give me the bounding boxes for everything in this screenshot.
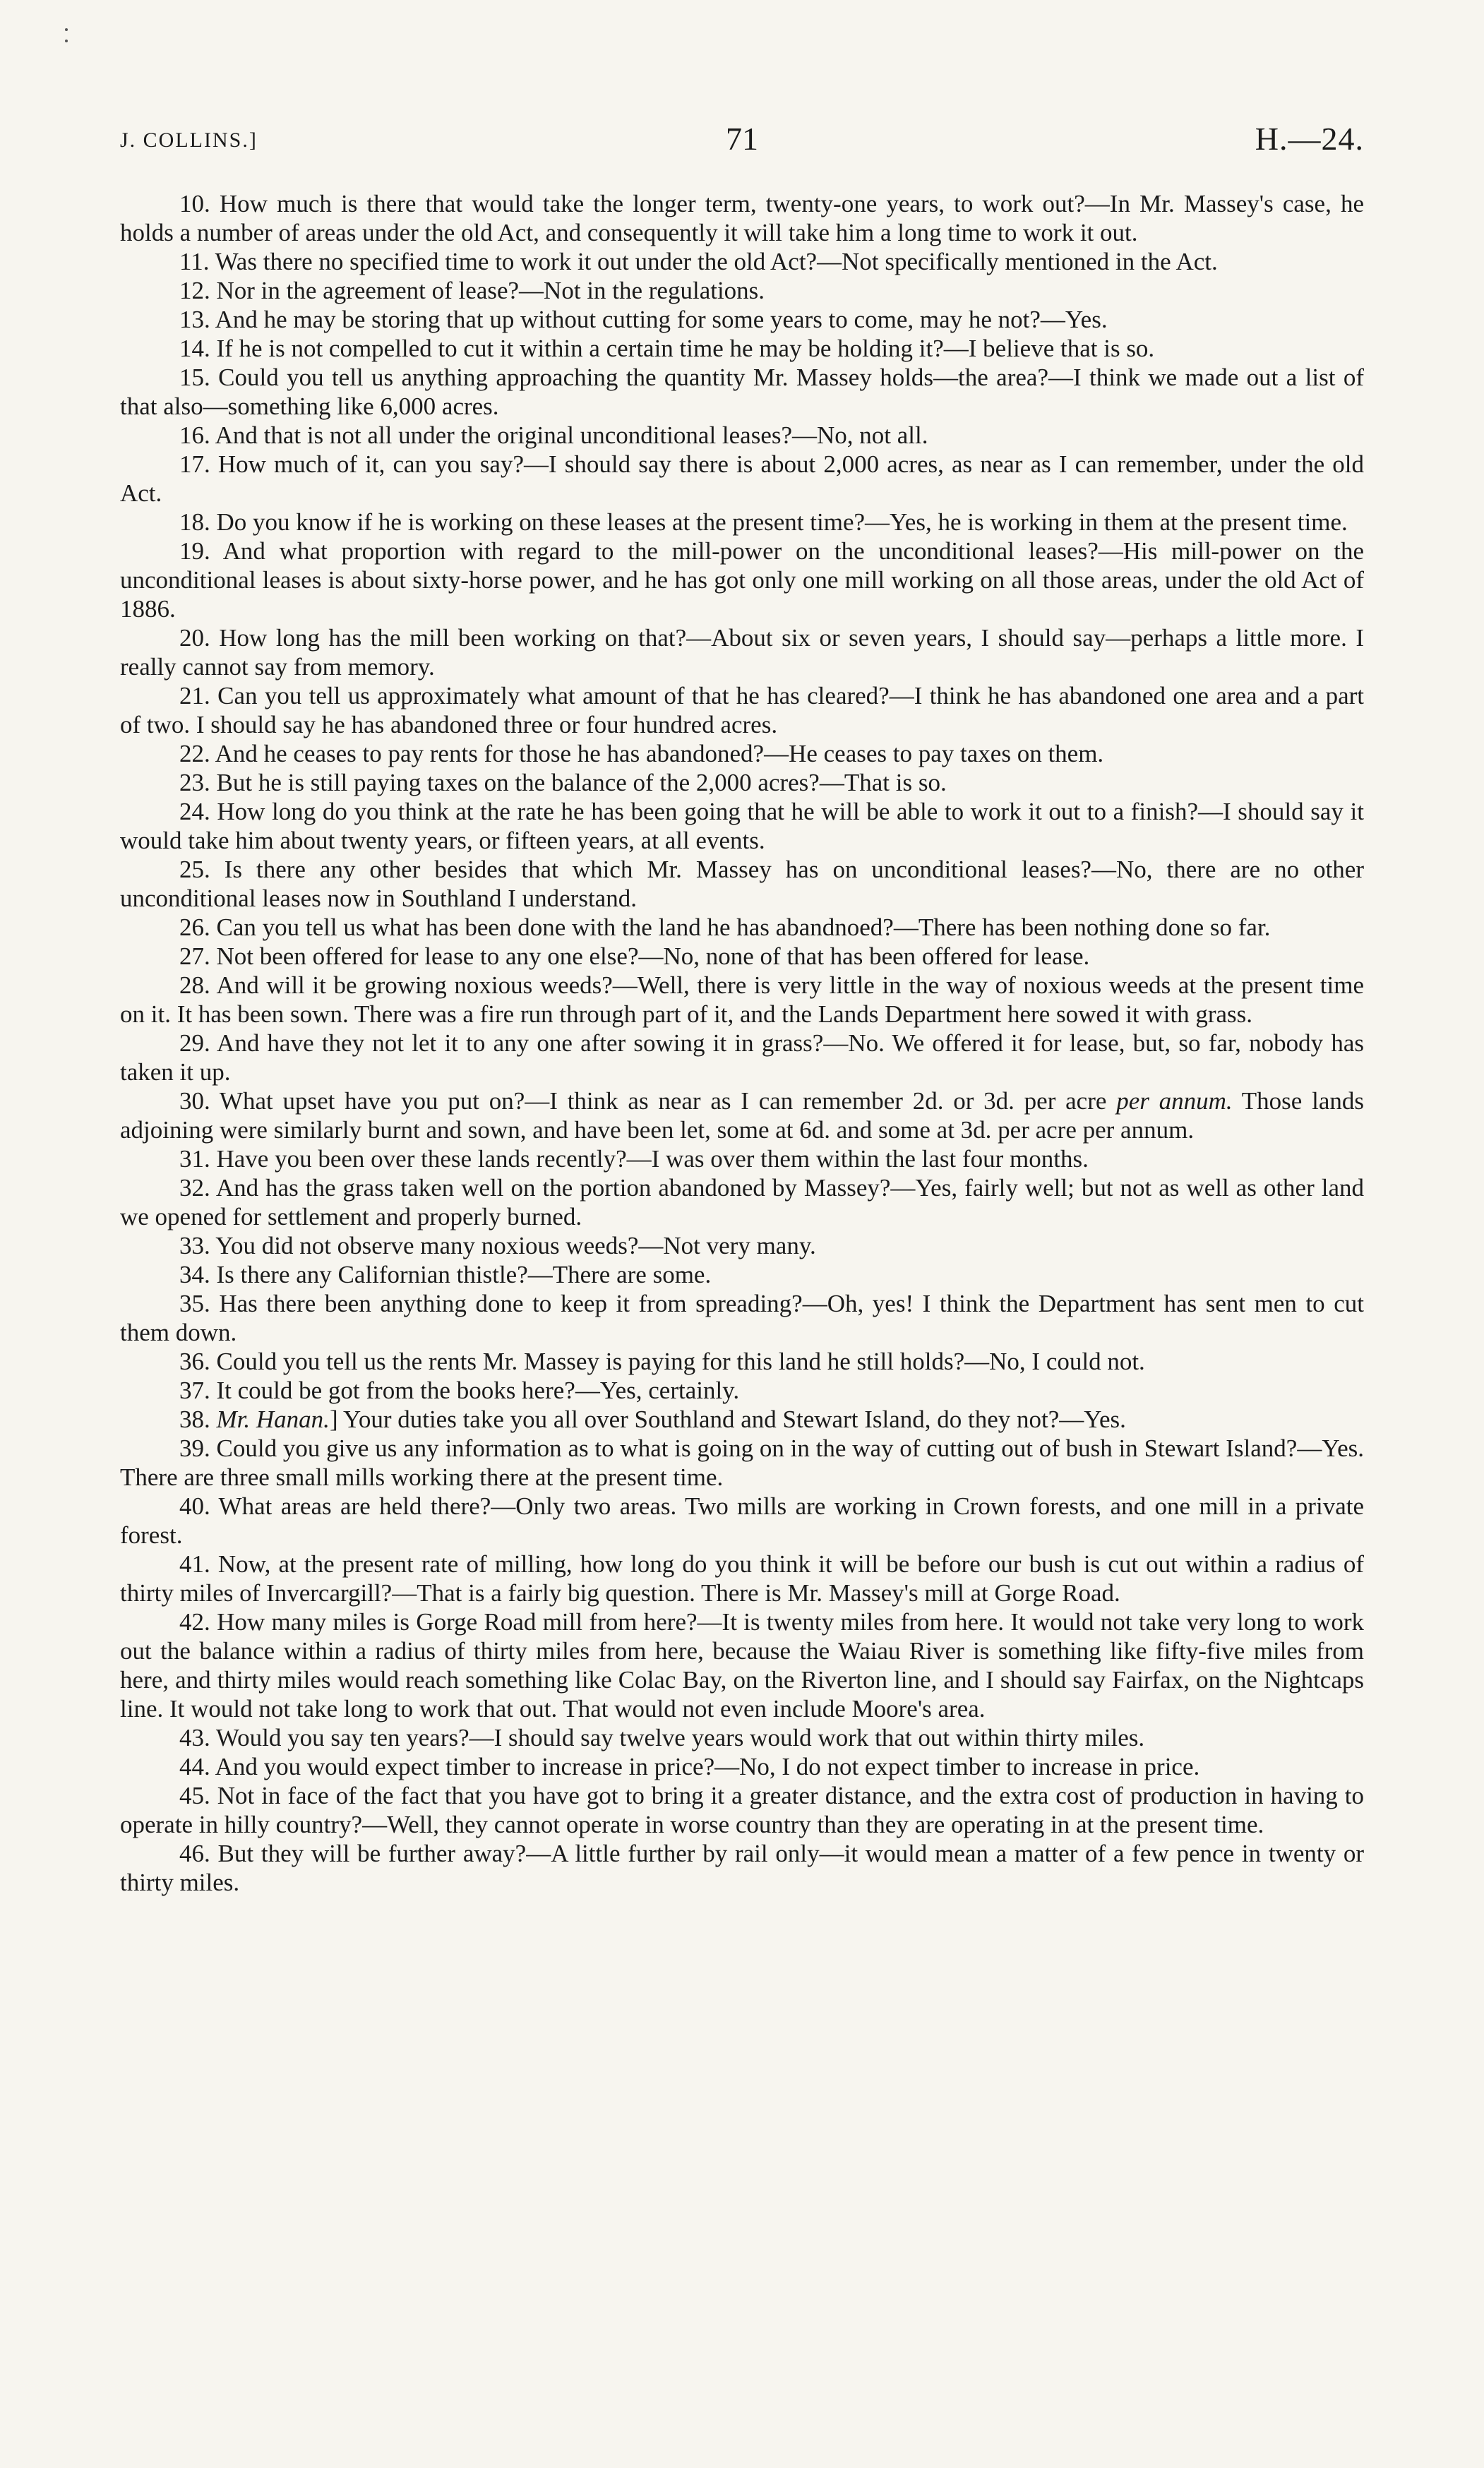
question-paragraph [120, 363, 1364, 421]
question-paragraph [120, 768, 1364, 797]
question-paragraph [120, 1434, 1364, 1492]
question-answer-text: How much is there that would take the longer term, twenty-one years, to work out?—In Mr. Massey's case, he holds a number of areas under the old Act, and consequently it will take him a long time to work it out. [120, 190, 1364, 246]
question-paragraph [120, 1289, 1364, 1347]
question-text: What upset have you put on?—I think as near as I can remember 2d. or 3d. per acre [219, 1087, 1117, 1115]
question-paragraph [120, 450, 1364, 508]
question-answer-text: How long do you think at the rate he has been going that he will be able to work it out to a finish?—I should say it would take him about twenty years, or fifteen years, at all events. [120, 798, 1364, 854]
question-number: 12. [179, 277, 210, 304]
question-number: 23. [179, 769, 210, 796]
question-answer-text: Would you say ten years?—I should say twelve years would work that out within thirty miles. [215, 1724, 1145, 1751]
question-paragraph [120, 421, 1364, 450]
question-paragraph [120, 1550, 1364, 1607]
question-number: 15. [179, 364, 210, 391]
question-paragraph [120, 1607, 1364, 1723]
question-number: 21. [179, 682, 210, 709]
question-number: 14. [179, 335, 210, 362]
question-paragraph [120, 1086, 1364, 1144]
question-number: 18. [179, 508, 210, 536]
question-number: 17. [179, 450, 210, 478]
question-paragraph [120, 739, 1364, 768]
question-answer-text: But they will be further away?—A little further by rail only—it would mean a matter of a few pence in twenty or thirty miles. [120, 1840, 1365, 1896]
question-answer-text: How long has the mill been working on that?—About six or seven years, I should say—perhaps a little more. I really cannot say from memory. [120, 624, 1365, 681]
page-number: 71 [726, 121, 758, 157]
question-answer-text: But he is still paying taxes on the balance of the 2,000 acres?—That is so. [216, 769, 947, 796]
question-number: 26. [179, 913, 210, 941]
question-number: 19. [179, 537, 210, 565]
question-answer-text: Do you know if he is working on these leases at the present time?—Yes, he is working in them at the present time. [216, 508, 1348, 536]
question-answer-text: And have they not let it to any one after sowing it in grass?—No. We offered it for lease, but, so far, nobody has taken it up. [120, 1029, 1364, 1086]
question-paragraph [120, 334, 1364, 363]
question-answer-text: What areas are held there?—Only two areas. Two mills are working in Crown forests, and one mill in a private forest. [120, 1492, 1364, 1549]
question-number: 11. [179, 248, 210, 275]
question-number: 27. [179, 942, 210, 970]
document-reference: H.—24. [1255, 121, 1364, 157]
question-number: 25. [179, 856, 210, 883]
question-number: 38. [179, 1406, 210, 1433]
question-number: 31. [179, 1145, 210, 1173]
scan-mark [65, 40, 68, 42]
question-number: 32. [179, 1174, 210, 1202]
question-number: 10. [179, 190, 210, 217]
question-answer-text: Could you give us any information as to what is going on in the way of cutting out of bush in Stewart Island?—Yes. There are three small mills working there at the present time. [120, 1434, 1365, 1491]
question-answer-text: And he ceases to pay rents for those he has abandoned?—He ceases to pay taxes on them. [215, 740, 1104, 767]
question-answer-text: Could you tell us the rents Mr. Massey is paying for this land he still holds?—No, I could not. [216, 1348, 1145, 1375]
question-answer-text: And will it be growing noxious weeds?—Well, there is very little in the way of noxious weeds at the present time on it. It has been sown. There was a fire run through part of it, and the Lands Department here sowed it with grass. [120, 971, 1364, 1028]
question-answer-text: Nor in the agreement of lease?—Not in the regulations. [216, 277, 765, 304]
question-paragraph [120, 942, 1364, 971]
question-answer-text: Now, at the present rate of milling, how long do you think it will be before our bush is cut out within a radius of thirty miles of Invercargill?—That is a fairly big question. There is Mr. Massey's mill at Gorge Road. [120, 1550, 1364, 1607]
question-answer-text: How much of it, can you say?—I should say there is about 2,000 acres, as near as I can remember, under the old Act. [120, 450, 1365, 507]
question-answer-text: And has the grass taken well on the portion abandoned by Massey?—Yes, fairly well; but not as well as other land we opened for settlement and properly burned. [120, 1174, 1365, 1230]
question-paragraph [120, 276, 1364, 305]
question-number: 33. [179, 1232, 210, 1259]
question-paragraph [120, 537, 1364, 623]
question-answer-text: Was there no specified time to work it out under the old Act?—Not specifically mentioned in the Act. [215, 248, 1218, 275]
question-number: 40. [179, 1492, 210, 1520]
italic-text: Mr. Hanan. [216, 1406, 330, 1433]
question-paragraph [120, 189, 1364, 247]
question-answer-text: Has there been anything done to keep it from spreading?—Oh, yes! I think the Department has sent men to cut them down. [120, 1290, 1365, 1346]
question-paragraph [120, 1781, 1364, 1839]
testimony-text [120, 189, 1364, 1897]
question-paragraph [120, 1173, 1364, 1231]
question-answer-text: Can you tell us approximately what amount of that he has cleared?—I think he has abandoned one area and a part of two. I should say he has abandoned three or four hundred acres. [120, 682, 1365, 738]
question-paragraph [120, 1492, 1364, 1550]
question-paragraph [120, 1347, 1364, 1376]
question-answer-text: Have you been over these lands recently?—I was over them within the last four months. [216, 1145, 1089, 1173]
question-number: 44. [179, 1753, 210, 1780]
question-number: 13. [179, 306, 210, 333]
question-answer-text: And that is not all under the original unconditional leases?—No, not all. [215, 421, 928, 449]
question-paragraph [120, 1405, 1364, 1434]
question-paragraph [120, 1839, 1364, 1897]
question-answer-text: It could be got from the books here?—Yes, certainly. [216, 1377, 740, 1404]
question-number: 30. [179, 1087, 210, 1115]
question-number: 39. [179, 1434, 210, 1462]
question-number: 35. [179, 1290, 210, 1317]
question-paragraph [120, 1144, 1364, 1173]
question-answer-text: Not in face of the fact that you have got to bring it a greater distance, and the extra cost of production in having to operate in hilly country?—Well, they cannot operate in worse country than they are operating in at the present time. [120, 1782, 1364, 1838]
question-answer-text: Can you tell us what has been done with the land he has abandnoed?—There has been nothing done so far. [216, 913, 1271, 941]
question-paragraph [120, 1029, 1364, 1086]
question-answer-text: Those lands adjoining were similarly burnt and sown, and have been let, some at 6d. and some at 3d. per acre per annum. [120, 1087, 1364, 1144]
question-number: 24. [179, 798, 210, 825]
question-answer-text: Is there any other besides that which Mr. Massey has on unconditional leases?—No, there are no other unconditional leases now in Southland I understand. [120, 856, 1365, 912]
question-paragraph [120, 1752, 1364, 1781]
question-paragraph [120, 913, 1364, 942]
question-paragraph [120, 1723, 1364, 1752]
question-paragraph [120, 247, 1364, 276]
question-answer-text: Is there any Californian thistle?—There are some. [216, 1261, 712, 1288]
question-paragraph [120, 797, 1364, 855]
page-header [120, 120, 1364, 162]
italic-text: per annum. [1116, 1087, 1233, 1115]
question-paragraph [120, 1376, 1364, 1405]
question-answer-text: And what proportion with regard to the mill-power on the unconditional leases?—His mill-power on the unconditional leases is about sixty-horse power, and he has got only one mill working on all those areas, under the old Act of 1886. [120, 537, 1364, 623]
question-answer-text: And you would expect timber to increase in price?—No, I do not expect timber to increase in price. [215, 1753, 1200, 1780]
question-paragraph [120, 623, 1364, 681]
question-number: 43. [179, 1724, 210, 1751]
question-paragraph [120, 305, 1364, 334]
question-answer-text: And he may be storing that up without cutting for some years to come, may he not?—Yes. [215, 306, 1108, 333]
question-number: 20. [179, 624, 210, 652]
question-number: 46. [179, 1840, 210, 1867]
question-answer-text: How many miles is Gorge Road mill from here?—It is twenty miles from here. It would not take very long to work out the balance within a radius of thirty miles from here, because the Waiau River is something like fifty-five miles from here, and thirty miles would reach something like Colac Bay, on the Riverton line, and I should say Fairfax, on the Nightcaps line. It would not take long to work that out. That would not even include Moore's area. [120, 1608, 1364, 1723]
scan-mark [65, 28, 68, 31]
question-answer-text: Could you tell us anything approaching the quantity Mr. Massey holds—the area?—I think we made out a list of that also—something like 6,000 acres. [120, 364, 1364, 420]
question-number: 36. [179, 1348, 210, 1375]
question-number: 37. [179, 1377, 210, 1404]
question-number: 42. [179, 1608, 210, 1636]
question-answer-text: ] Your duties take you all over Southland and Stewart Island, do they not?—Yes. [329, 1406, 1126, 1433]
witness-name: J. COLLINS.] [120, 128, 258, 152]
question-paragraph [120, 855, 1364, 913]
question-answer-text: Not been offered for lease to any one else?—No, none of that has been offered for lease. [216, 942, 1090, 970]
question-paragraph [120, 681, 1364, 739]
question-answer-text: You did not observe many noxious weeds?—Not very many. [215, 1232, 816, 1259]
question-paragraph [120, 1260, 1364, 1289]
question-number: 29. [179, 1029, 210, 1057]
question-paragraph [120, 1231, 1364, 1260]
question-answer-text: If he is not compelled to cut it within a certain time he may be holding it?—I believe that is so. [216, 335, 1155, 362]
question-paragraph [120, 971, 1364, 1029]
question-number: 16. [179, 421, 210, 449]
question-number: 41. [179, 1550, 210, 1578]
question-paragraph [120, 508, 1364, 537]
question-number: 22. [179, 740, 210, 767]
question-number: 28. [179, 971, 210, 999]
question-number: 45. [179, 1782, 210, 1809]
question-number: 34. [179, 1261, 210, 1288]
